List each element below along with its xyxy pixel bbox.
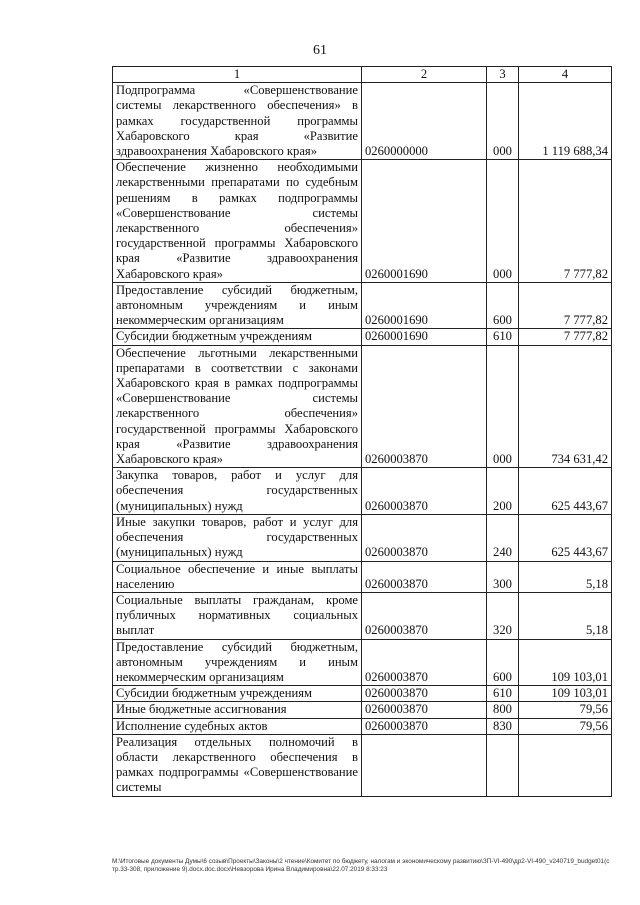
row-name: Обеспечение жизненно необходимыми лекарственными препаратами по судебным решениям в рамках подпрограммы «Совершенствование системы лекарственного обеспечения» государственной программы Хабаровского края «Развитие здравоохранения Хабаровского края»	[113, 160, 362, 283]
row-code: 0260003870	[362, 639, 487, 686]
row-code: 0260003870	[362, 345, 487, 468]
row-sum: 7 777,82	[519, 160, 612, 283]
row-sum: 79,56	[519, 718, 612, 734]
table-row	[113, 468, 612, 515]
row-sum: 5,18	[519, 561, 612, 592]
row-code: 0260003870	[362, 561, 487, 592]
row-kvr: 300	[487, 561, 519, 592]
table-row	[113, 561, 612, 592]
row-sum: 79,56	[519, 702, 612, 718]
budget-table	[112, 66, 612, 797]
row-code: 0260001690	[362, 329, 487, 345]
row-code: 0260000000	[362, 83, 487, 160]
table-row	[113, 734, 612, 796]
row-kvr: 610	[487, 686, 519, 702]
row-name: Социальное обеспечение и иные выплаты населению	[113, 561, 362, 592]
row-code	[362, 734, 487, 796]
row-code: 0260003870	[362, 702, 487, 718]
row-code: 0260003870	[362, 686, 487, 702]
row-name: Предоставление субсидий бюджетным, автономным учреждениям и иным некоммерческим организациям	[113, 282, 362, 329]
row-name: Реализация отдельных полномочий в области лекарственного обеспечения в рамках подпрограммы «Совершенствование системы	[113, 734, 362, 796]
row-name: Исполнение судебных актов	[113, 718, 362, 734]
row-kvr: 200	[487, 468, 519, 515]
table-row	[113, 702, 612, 718]
header-col-3: 3	[487, 67, 519, 83]
row-kvr: 000	[487, 83, 519, 160]
row-code: 0260001690	[362, 160, 487, 283]
row-kvr: 000	[487, 345, 519, 468]
page-number: 61	[313, 43, 327, 58]
row-kvr: 600	[487, 639, 519, 686]
row-kvr: 610	[487, 329, 519, 345]
row-sum: 5,18	[519, 592, 612, 639]
row-code: 0260003870	[362, 514, 487, 561]
table-row	[113, 345, 612, 468]
row-name: Субсидии бюджетным учреждениям	[113, 329, 362, 345]
row-kvr: 000	[487, 160, 519, 283]
header-col-4: 4	[519, 67, 612, 83]
header-col-1: 1	[113, 67, 362, 83]
row-sum	[519, 734, 612, 796]
row-name: Социальные выплаты гражданам, кроме публичных нормативных социальных выплат	[113, 592, 362, 639]
table-row	[113, 282, 612, 329]
row-kvr: 240	[487, 514, 519, 561]
row-name: Закупка товаров, работ и услуг для обеспечения государственных (муниципальных) нужд	[113, 468, 362, 515]
row-name: Предоставление субсидий бюджетным, автономным учреждениям и иным некоммерческим организациям	[113, 639, 362, 686]
row-code: 0260003870	[362, 592, 487, 639]
row-name: Обеспечение льготными лекарственными препаратами в соответствии с законами Хабаровского края в рамках подпрограммы «Совершенствование системы лекарственного обеспечения» государственной программы Хабаровского края «Развитие здравоохранения Хабаровского края»	[113, 345, 362, 468]
row-sum: 1 119 688,34	[519, 83, 612, 160]
row-sum: 734 631,42	[519, 345, 612, 468]
row-kvr: 800	[487, 702, 519, 718]
row-sum: 109 103,01	[519, 686, 612, 702]
row-code: 0260003870	[362, 718, 487, 734]
table-row	[113, 160, 612, 283]
row-name: Иные закупки товаров, работ и услуг для обеспечения государственных (муниципальных) нужд	[113, 514, 362, 561]
row-kvr: 320	[487, 592, 519, 639]
row-kvr: 600	[487, 282, 519, 329]
table-row	[113, 83, 612, 160]
row-name: Подпрограмма «Совершенствование системы лекарственного обеспечения» в рамках государственной программы Хабаровского края «Развитие здравоохранения Хабаровского края»	[113, 83, 362, 160]
row-kvr	[487, 734, 519, 796]
row-kvr: 830	[487, 718, 519, 734]
row-sum: 7 777,82	[519, 329, 612, 345]
header-col-2: 2	[362, 67, 487, 83]
table-row	[113, 514, 612, 561]
row-code: 0260003870	[362, 468, 487, 515]
table-header-row	[113, 67, 612, 83]
row-name: Иные бюджетные ассигнования	[113, 702, 362, 718]
table-row	[113, 592, 612, 639]
file-path-footer: M:\Итоговые документы Думы\6 созыв\Проекты\Законы\2 чтение\Комитет по бюджету, налогам и экономическому развитию\ЗП-VI-490\др2-VI-490_v240719_budget01(стр.33-308, приложение 9).docx.doc.docx\Невзорова Ирина Владимировна\22.07.2019 8:33:23	[112, 858, 610, 873]
row-sum: 7 777,82	[519, 282, 612, 329]
row-sum: 625 443,67	[519, 514, 612, 561]
table-row	[113, 639, 612, 686]
table-row	[113, 329, 612, 345]
row-code: 0260001690	[362, 282, 487, 329]
row-name: Субсидии бюджетным учреждениям	[113, 686, 362, 702]
row-sum: 625 443,67	[519, 468, 612, 515]
table-row	[113, 686, 612, 702]
row-sum: 109 103,01	[519, 639, 612, 686]
table-row	[113, 718, 612, 734]
